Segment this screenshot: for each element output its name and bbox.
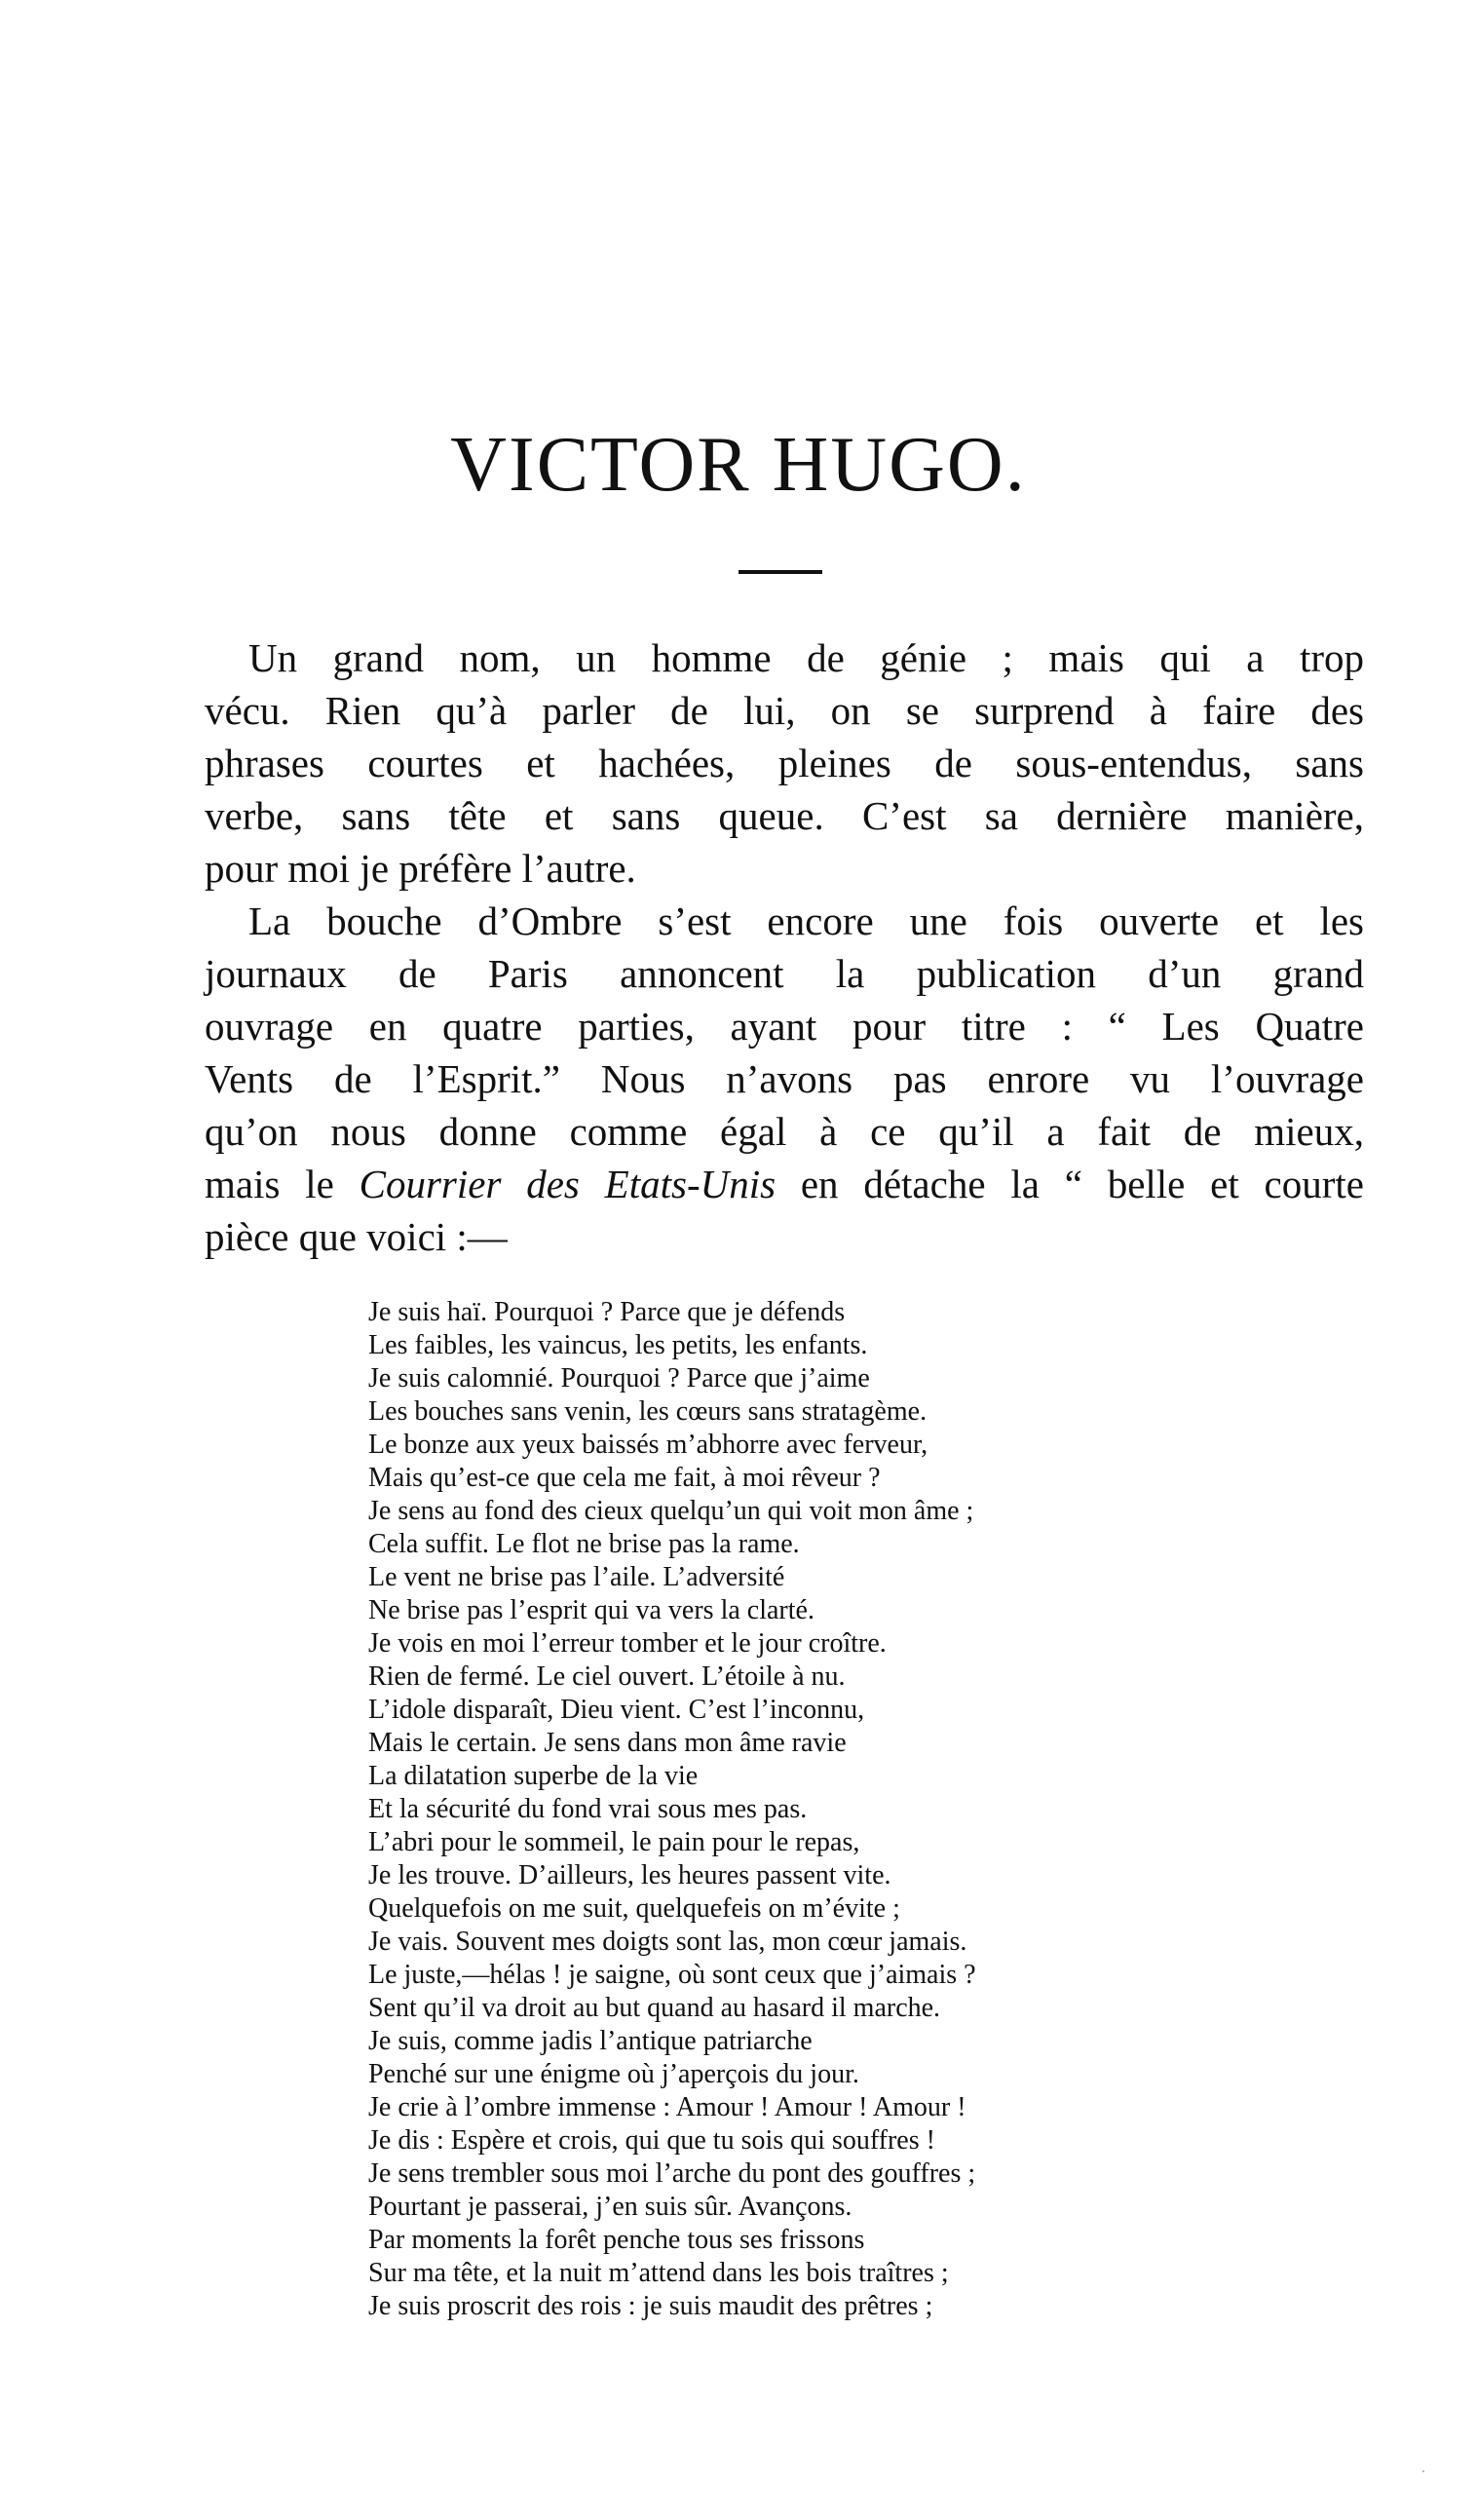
- poem-line: La dilatation superbe de la vie: [368, 1761, 699, 1791]
- poem-line: Sent qu’il va droit au but quand au hasard il marche.: [368, 1993, 941, 2023]
- poem-line: Je les trouve. D’ailleurs, les heures passent vite.: [368, 1860, 891, 1890]
- poem-line: Ne brise pas l’esprit qui va vers la clarté.: [368, 1595, 814, 1625]
- poem-line: Mais qu’est-ce que cela me fait, à moi rêveur ?: [368, 1463, 881, 1493]
- page-title: VICTOR HUGO.: [450, 422, 1027, 508]
- poem-line: Rien de fermé. Le ciel ouvert. L’étoile à nu.: [368, 1661, 846, 1692]
- poem-line: Je sens au fond des cieux quelqu’un qui voit mon âme ;: [368, 1496, 974, 1526]
- poem-line: Pourtant je passerai, j’en suis sûr. Avançons.: [368, 2192, 852, 2222]
- poem-line: Je suis, comme jadis l’antique patriarche: [368, 2026, 813, 2056]
- poem-line: L’abri pour le sommeil, le pain pour le repas,: [368, 1827, 860, 1857]
- prose-line: La bouche d’Ombre s’est encore une fois ouverte et les: [248, 898, 1364, 943]
- poem-line: L’idole disparaît, Dieu vient. C’est l’inconnu,: [368, 1695, 865, 1725]
- poem-line: Je crie à l’ombre immense : Amour ! Amour ! Amour !: [368, 2092, 966, 2122]
- poem-line: Cela suffit. Le flot ne brise pas la rame.: [368, 1529, 800, 1559]
- poem-line: Je suis haï. Pourquoi ? Parce que je défends: [368, 1297, 846, 1327]
- prose-line: pièce que voici :—: [205, 1214, 508, 1259]
- poem-line: Le vent ne brise pas l’aile. L’adversité: [368, 1562, 785, 1592]
- poem-line: Je sens trembler sous moi l’arche du pont des gouffres ;: [368, 2158, 976, 2189]
- poem-line: Les faibles, les vaincus, les petits, les enfants.: [368, 1330, 868, 1360]
- prose-text: en détache la “ belle et courte: [776, 1162, 1364, 1206]
- poem-line: Sur ma tête, et la nuit m’attend dans les bois traîtres ;: [368, 2258, 949, 2288]
- prose-line: ouvrage en quatre parties, ayant pour titre : “ Les Quatre: [205, 1004, 1364, 1049]
- title-divider: [738, 570, 822, 574]
- poem-line: Je vois en moi l’erreur tomber et le jour croître.: [368, 1628, 887, 1659]
- poem-line: Je suis proscrit des rois : je suis maudit des prêtres ;: [368, 2291, 933, 2321]
- newspaper-title: Courrier des Etats-Unis: [359, 1162, 776, 1206]
- poem-line: Et la sécurité du fond vrai sous mes pas.: [368, 1794, 808, 1824]
- prose-block: [205, 631, 1364, 1263]
- prose-line: verbe, sans tête et sans queue. C’est sa dernière manière,: [205, 793, 1364, 838]
- prose-line: Un grand nom, un homme de génie ; mais qui a trop: [248, 635, 1364, 680]
- poem-line: Je vais. Souvent mes doigts sont las, mon cœur jamais.: [368, 1927, 967, 1957]
- poem-block: [368, 1296, 1245, 2323]
- prose-line: journaux de Paris annoncent la publication d’un grand: [205, 951, 1364, 996]
- poem-line: Par moments la forêt penche tous ses frissons: [368, 2225, 865, 2255]
- prose-line-with-italic: [205, 1158, 1364, 1210]
- poem-line: Quelquefois on me suit, quelquefeis on m’évite ;: [368, 1893, 900, 1924]
- scan-speck: [1422, 2470, 1424, 2472]
- prose-line: qu’on nous donne comme égal à ce qu’il a fait de mieux,: [205, 1109, 1364, 1154]
- poem-line: Le bonze aux yeux baissés m’abhorre avec ferveur,: [368, 1430, 928, 1460]
- poem-line: Mais le certain. Je sens dans mon âme ravie: [368, 1728, 847, 1758]
- poem-line: Je suis calomnié. Pourquoi ? Parce que j’aime: [368, 1363, 870, 1394]
- prose-line: vécu. Rien qu’à parler de lui, on se surprend à faire des: [205, 688, 1364, 733]
- prose-line: phrases courtes et hachées, pleines de sous-entendus, sans: [205, 741, 1364, 785]
- poem-line: Penché sur une énigme où j’aperçois du jour.: [368, 2059, 859, 2089]
- prose-line: Vents de l’Esprit.” Nous n’avons pas enrore vu l’ouvrage: [205, 1056, 1364, 1101]
- poem-line: Je dis : Espère et crois, qui que tu sois qui souffres !: [368, 2125, 935, 2156]
- poem-line: Le juste,—hélas ! je saigne, où sont ceux que j’aimais ?: [368, 1960, 976, 1990]
- prose-line: pour moi je préfère l’autre.: [205, 846, 636, 891]
- prose-text: mais le: [205, 1162, 360, 1206]
- poem-line: Les bouches sans venin, les cœurs sans stratagème.: [368, 1396, 928, 1427]
